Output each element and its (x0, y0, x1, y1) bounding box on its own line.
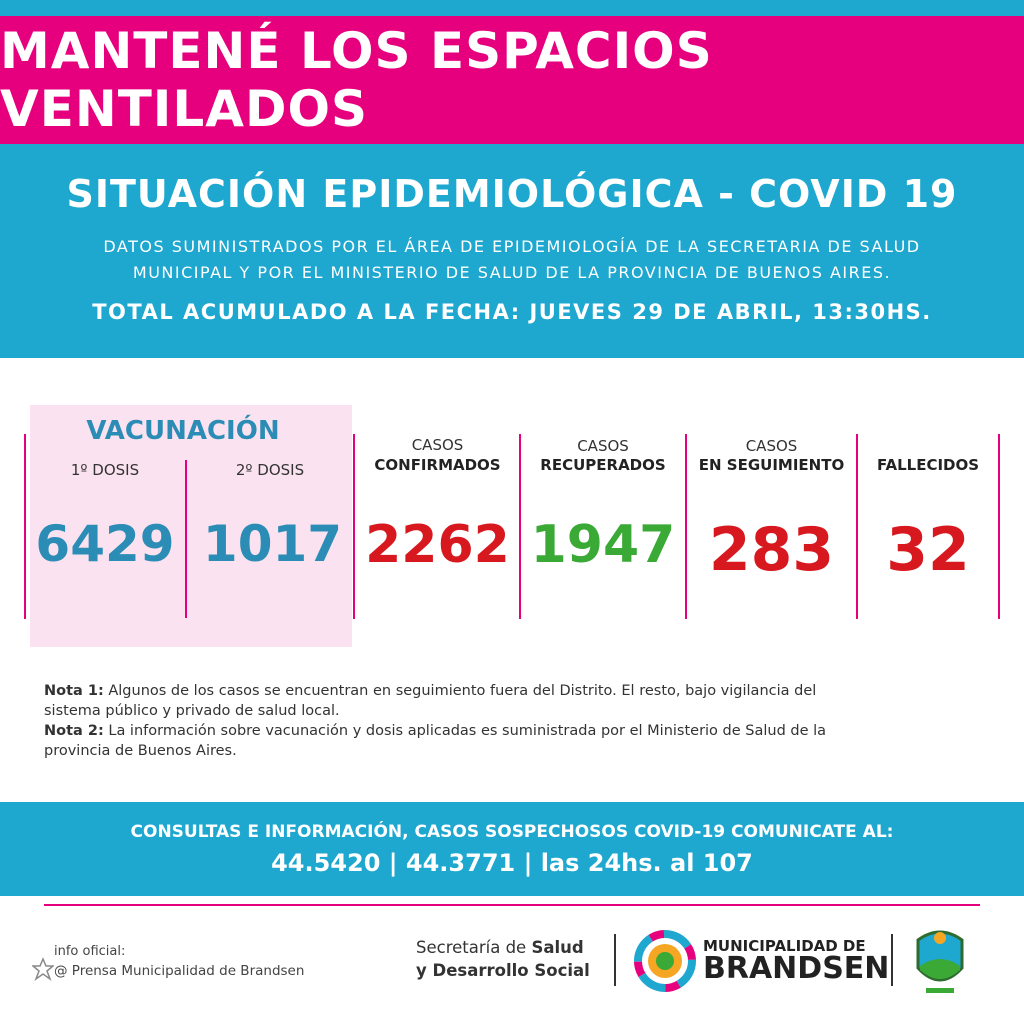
info-handle: @ Prensa Municipalidad de Brandsen (54, 963, 305, 979)
recovered-value: 1947 (530, 515, 676, 575)
dose1-value: 6429 (35, 515, 175, 573)
info-label: info oficial: (54, 944, 126, 959)
secretaria-prefix: Secretaría de (416, 938, 532, 957)
muni-line-1: MUNICIPALIDAD DE (703, 937, 866, 955)
footer-separator (614, 934, 616, 986)
municipality-logo-icon (634, 930, 696, 996)
vaccination-title: VACUNACIÓN (86, 416, 280, 446)
note-2 (44, 721, 874, 761)
recovered-label-2: RECUPERADOS (540, 456, 666, 474)
muni-line-2: BRANDSEN (703, 951, 890, 986)
top-strip (0, 0, 1024, 16)
header-section (0, 144, 1024, 358)
page-title: SITUACIÓN EPIDEMIOLÓGICA - COVID 19 (66, 172, 958, 216)
banner-text: MANTENÉ LOS ESPACIOS VENTILADOS (0, 22, 713, 138)
divider (998, 434, 1000, 619)
notes (44, 681, 874, 761)
source-line-2: MUNICIPAL Y POR EL MINISTERIO DE SALUD DE LA PROVINCIA DE BUENOS AIRES. (132, 263, 892, 282)
secretaria-bold: Salud (531, 938, 584, 957)
data-source-text (60, 234, 964, 286)
secretaria-line-1 (416, 938, 584, 957)
followup-value: 283 (708, 515, 835, 585)
source-line-1: DATOS SUMINISTRADOS POR EL ÁREA DE EPIDEMIOLOGÍA DE LA SECRETARIA DE SALUD (103, 237, 921, 256)
contact-line-1: CONSULTAS E INFORMACIÓN, CASOS SOSPECHOSOS COVID-19 COMUNICATE AL: (130, 822, 894, 842)
deaths-value: 32 (886, 515, 970, 585)
dose2-value: 1017 (202, 515, 343, 573)
divider (24, 434, 26, 619)
note-2-text: La información sobre vacunación y dosis aplicadas es suministrada por el Ministerio de Salud de la provincia de Buenos Aires. (44, 723, 827, 759)
divider (353, 434, 355, 619)
footer-divider (44, 904, 980, 906)
contact-section (0, 802, 1024, 896)
confirmed-value: 2262 (365, 515, 510, 575)
followup-label-1: CASOS (745, 437, 798, 455)
coat-of-arms-icon (912, 922, 968, 1000)
report-date: TOTAL ACUMULADO A LA FECHA: JUEVES 29 DE ABRIL, 13:30HS. (92, 300, 932, 324)
note-1 (44, 681, 874, 721)
dose2-label: 2º DOSIS (235, 461, 305, 479)
footer-separator (891, 934, 893, 986)
secretaria-line-2: y Desarrollo Social (416, 961, 590, 980)
dose1-label: 1º DOSIS (70, 461, 140, 479)
followup-label-2: EN SEGUIMIENTO (698, 456, 845, 474)
confirmed-label-2: CONFIRMADOS (374, 456, 501, 474)
contact-phones: 44.5420 | 44.3771 | las 24hs. al 107 (271, 849, 753, 877)
note-1-label: Nota 1: (44, 683, 104, 699)
deaths-label: FALLECIDOS (876, 456, 980, 474)
note-1-text: Algunos de los casos se encuentran en seguimiento fuera del Distrito. El resto, bajo vigilancia del sistema público y privado de salud local. (44, 683, 817, 719)
divider (185, 460, 187, 618)
social-icon (32, 957, 54, 987)
recovered-label-1: CASOS (577, 437, 629, 455)
note-2-label: Nota 2: (44, 723, 104, 739)
ventilation-banner (0, 16, 1024, 144)
confirmed-label-1: CASOS (411, 436, 464, 454)
